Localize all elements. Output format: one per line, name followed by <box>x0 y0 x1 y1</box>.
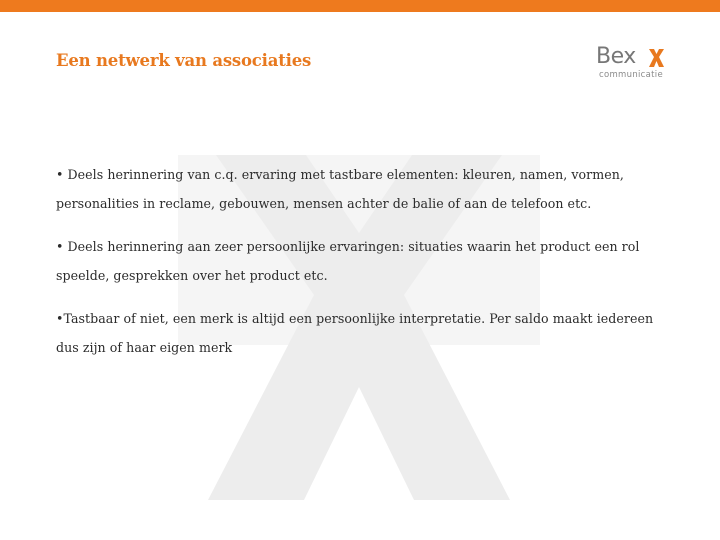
bullet-item: • Deels herinnering aan zeer persoonlijke ervaringen: situaties waarin het product een rol speelde, gesprekken over het product etc. <box>56 239 640 283</box>
top-accent-bar <box>0 0 720 12</box>
bex-logo <box>596 44 676 83</box>
logo-subtitle: communicatie <box>599 70 663 80</box>
logo-wordmark: Bex <box>596 44 636 69</box>
logo-x-icon <box>648 49 665 67</box>
bullet-list <box>56 160 656 376</box>
bullet-item: •Tastbaar of niet, een merk is altijd een persoonlijke interpretatie. Per saldo maakt iedereen dus zijn of haar eigen merk <box>56 311 654 355</box>
bullet-item: • Deels herinnering van c.q. ervaring met tastbare elementen: kleuren, namen, vormen, personalities in reclame, gebouwen, mensen achter de balie of aan de telefoon etc. <box>56 167 624 211</box>
slide-title: Een netwerk van associaties <box>56 51 312 70</box>
